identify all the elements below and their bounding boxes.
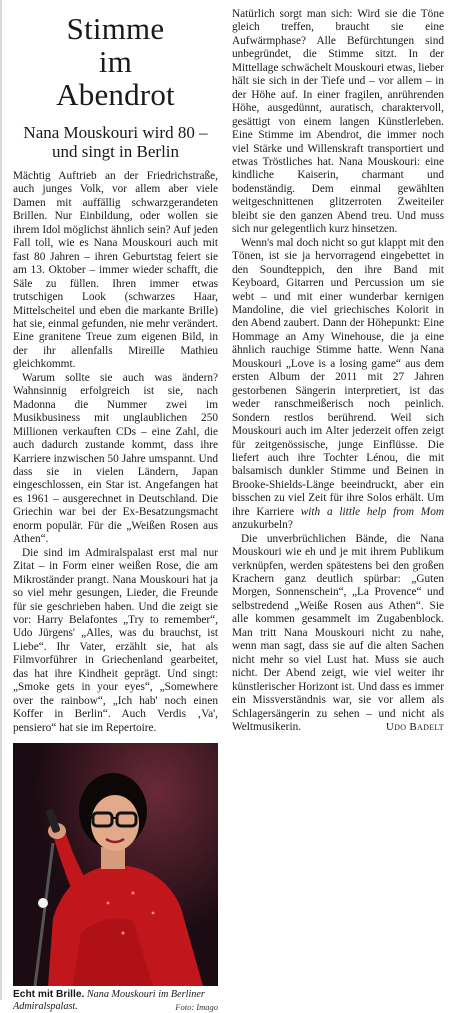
paragraph-right-3-text: Die unverbrüchlichen Bände, die Nana Mouskouri wie eh und je mit ihrem Publikum verknüpfen, werden spätestens bei den großen Krachern ganz deutlich spürbar: „Guten Morgen, Sonnenschein“, „La Provence“ und selbstredend „Weiße Rosen aus Athen“. Sie alle kommen gesammelt im Zugabenblock. Man tritt Nana Mouskouri nicht zu nahe, wenn man sagt, dass sie auf die alten Sachen nicht mehr so viel Lust hat. Muss sie auch nicht. Der Abend zeigt, wie viel weiter ihr künstlerischer Horizont ist. Und dass es immer ein Missverständnis war, sie vor allem als Schlagersängerin zu sehen – und nicht als Weltmusikerin. [232, 532, 444, 734]
paragraph-right-2-italic: with a little help from Mom [300, 505, 445, 518]
byline: Udo Badelt [385, 721, 444, 734]
caption-text: Nana Mouskouri im Berliner Admiralspalast. [13, 989, 205, 1013]
photo-white-rose [38, 898, 48, 908]
paragraph-right-2 [232, 237, 444, 533]
headline-line-1: Stimme [66, 11, 165, 46]
subheadline: Nana Mouskouri wird 80 – und singt in Berlin [23, 123, 208, 161]
paragraph-right-2-text: Wenn's mal doch nicht so gut klappt mit den Tönen, ist sie ja hervorragend eingebettet in den Soundteppich, den ihre Band mit Keyboard, Gitarren und Percussion um sie webt – und mit einer wunderbar kernigen Mandoline, die viel griechisches Kolorit in den Abend zaubert. Dann der Höhepunkt: Eine Hommage an Amy Winehouse, die ja eine ähnlich rauchige Stimme hatte. Wenn Nana Mouskouri „Love is a losing game“ aus dem ersten Album der 2011 mit 27 Jahren gestorbenen Sängerin interpretiert, ist das weder ranschmeißerisch noch peinlich. Sondern restlos berührend. Weil sich Mouskouri auch im Alter jederzeit offen zeigt für zeitgenössische, junge Einflüsse. Die liefert auch ihre Tochter Lénou, die mit balsamisch dunkler Stimme und Beinen in Brooke-Shields-Länge beeindruckt, aber ein bisschen zu viel Zeit für ihre Solos erhält. Um ihre Karriere [232, 236, 444, 518]
paragraph-left-2: Warum sollte sie auch was ändern? Wahnsinnig erfolgreich ist sie, nach Madonna die Nummer zwei im Musikbusiness mit unglaublichen 250 Millionen verkauften CDs – eine Zahl, die auch dadurch zustande kommt, dass ihre Karriere inzwischen 50 Jahre umspannt. Und dass sie in vielen Ländern, Japan eingeschlossen, ein Star ist. Angefangen hat es 1961 – ausgerechnet in Deutschland. Die Griechin war bei der Ex-Besatzungsmacht enorm populär. Für die „Weißen Rosen aus Athen“. [13, 371, 218, 546]
headline-line-2: im [98, 44, 133, 79]
left-column [13, 8, 218, 1013]
caption-lead: Echt mit Brille. [13, 989, 85, 1001]
article-photo [13, 743, 218, 986]
paragraph-right-3 [232, 533, 444, 735]
paragraph-right-1: Natürlich sorgt man sich: Wird sie die Töne gleich treffen, braucht sie eine Aufwärmphase? Alle Befürchtungen sind unbegründet, die Stimme sitzt. In der Mittellage schwächelt Mouskouri etwas, lieber hält sie sich in der Tiefe und – vor allem – in der Höhe auf. In einer fragilen, anrührenden Höhe, ausgedünnt, auratisch, charaktervoll, gesättigt von einem langen Künstlerleben. Eine Stimme im Abendrot, die immer noch viel Stärke und Willenskraft transportiert und etwas Tröstliches hat. Nana Mouskouri: eine kindliche Kaiserin, charmant und bodenständig. Dem einmal gewählten weitgeschnittenen glitzerroten Zweiteiler bleibt sie den ganzen Abend treu. Und muss sich nur gelegentlich kurz hinsetzen. [232, 8, 444, 236]
photo-caption [13, 989, 218, 1013]
photo-credit: Foto: Imago [175, 1002, 218, 1013]
headline-line-3: Abendrot [56, 77, 175, 112]
photo-singer-illustration [13, 743, 218, 986]
paragraph-left-1: Mächtig Auftrieb an der Friedrichstraße, auch junges Volk, vor allem aber viele Damen mit auffällig schwarzgerandeten Brillen. Nur Einbildung, oder wollen sie ihrem Idol möglichst ähnlich sein? Auf jeden Fall toll, wie es Nana Mouskouri auch mit fast 80 Jahren – ihren Geburtstag feiert sie am 13. Oktober – immer wieder schafft, die Säle zu füllen. Ihren immer etwas trutschigen Look (schwarzes Haar, Mittelscheitel und eben die markante Brille) hat sie, einmal gefunden, nie mehr verändert. Eine granitene Treue zum eigenen Bild, in der ihr allenfalls Mireille Mathieu gleichkommt. [13, 170, 218, 371]
right-column [232, 8, 444, 1013]
paragraph-right-2-tail: anzukurbeln? [232, 519, 293, 532]
paragraph-left-3: Die sind im Admiralspalast erst mal nur Zitat – in Form einer weißen Rose, die am Mikroständer prangt. Nana Mouskouri hat ja so viel mehr gesungen, Lieder, die Freunde für sie geschrieben haben. Und die zeigt sie vor: Harry Belafontes „Try to remember“, Udo Jürgens' „Alles, was du brauchst, ist Liebe“. Ihr Vater, erzählt sie, hat als Filmvorführer in Griechenland gearbeitet, das hat ihre Kindheit geprägt. Und singt: „Smoke gets in your eyes“, „Somewhere over the rainbow“, „Ich hab' noch einen Koffer in Berlin“. Auch Verdis ‚Va', pensiero“ hat sie im Repertoire. [13, 546, 218, 734]
headline [13, 12, 218, 111]
